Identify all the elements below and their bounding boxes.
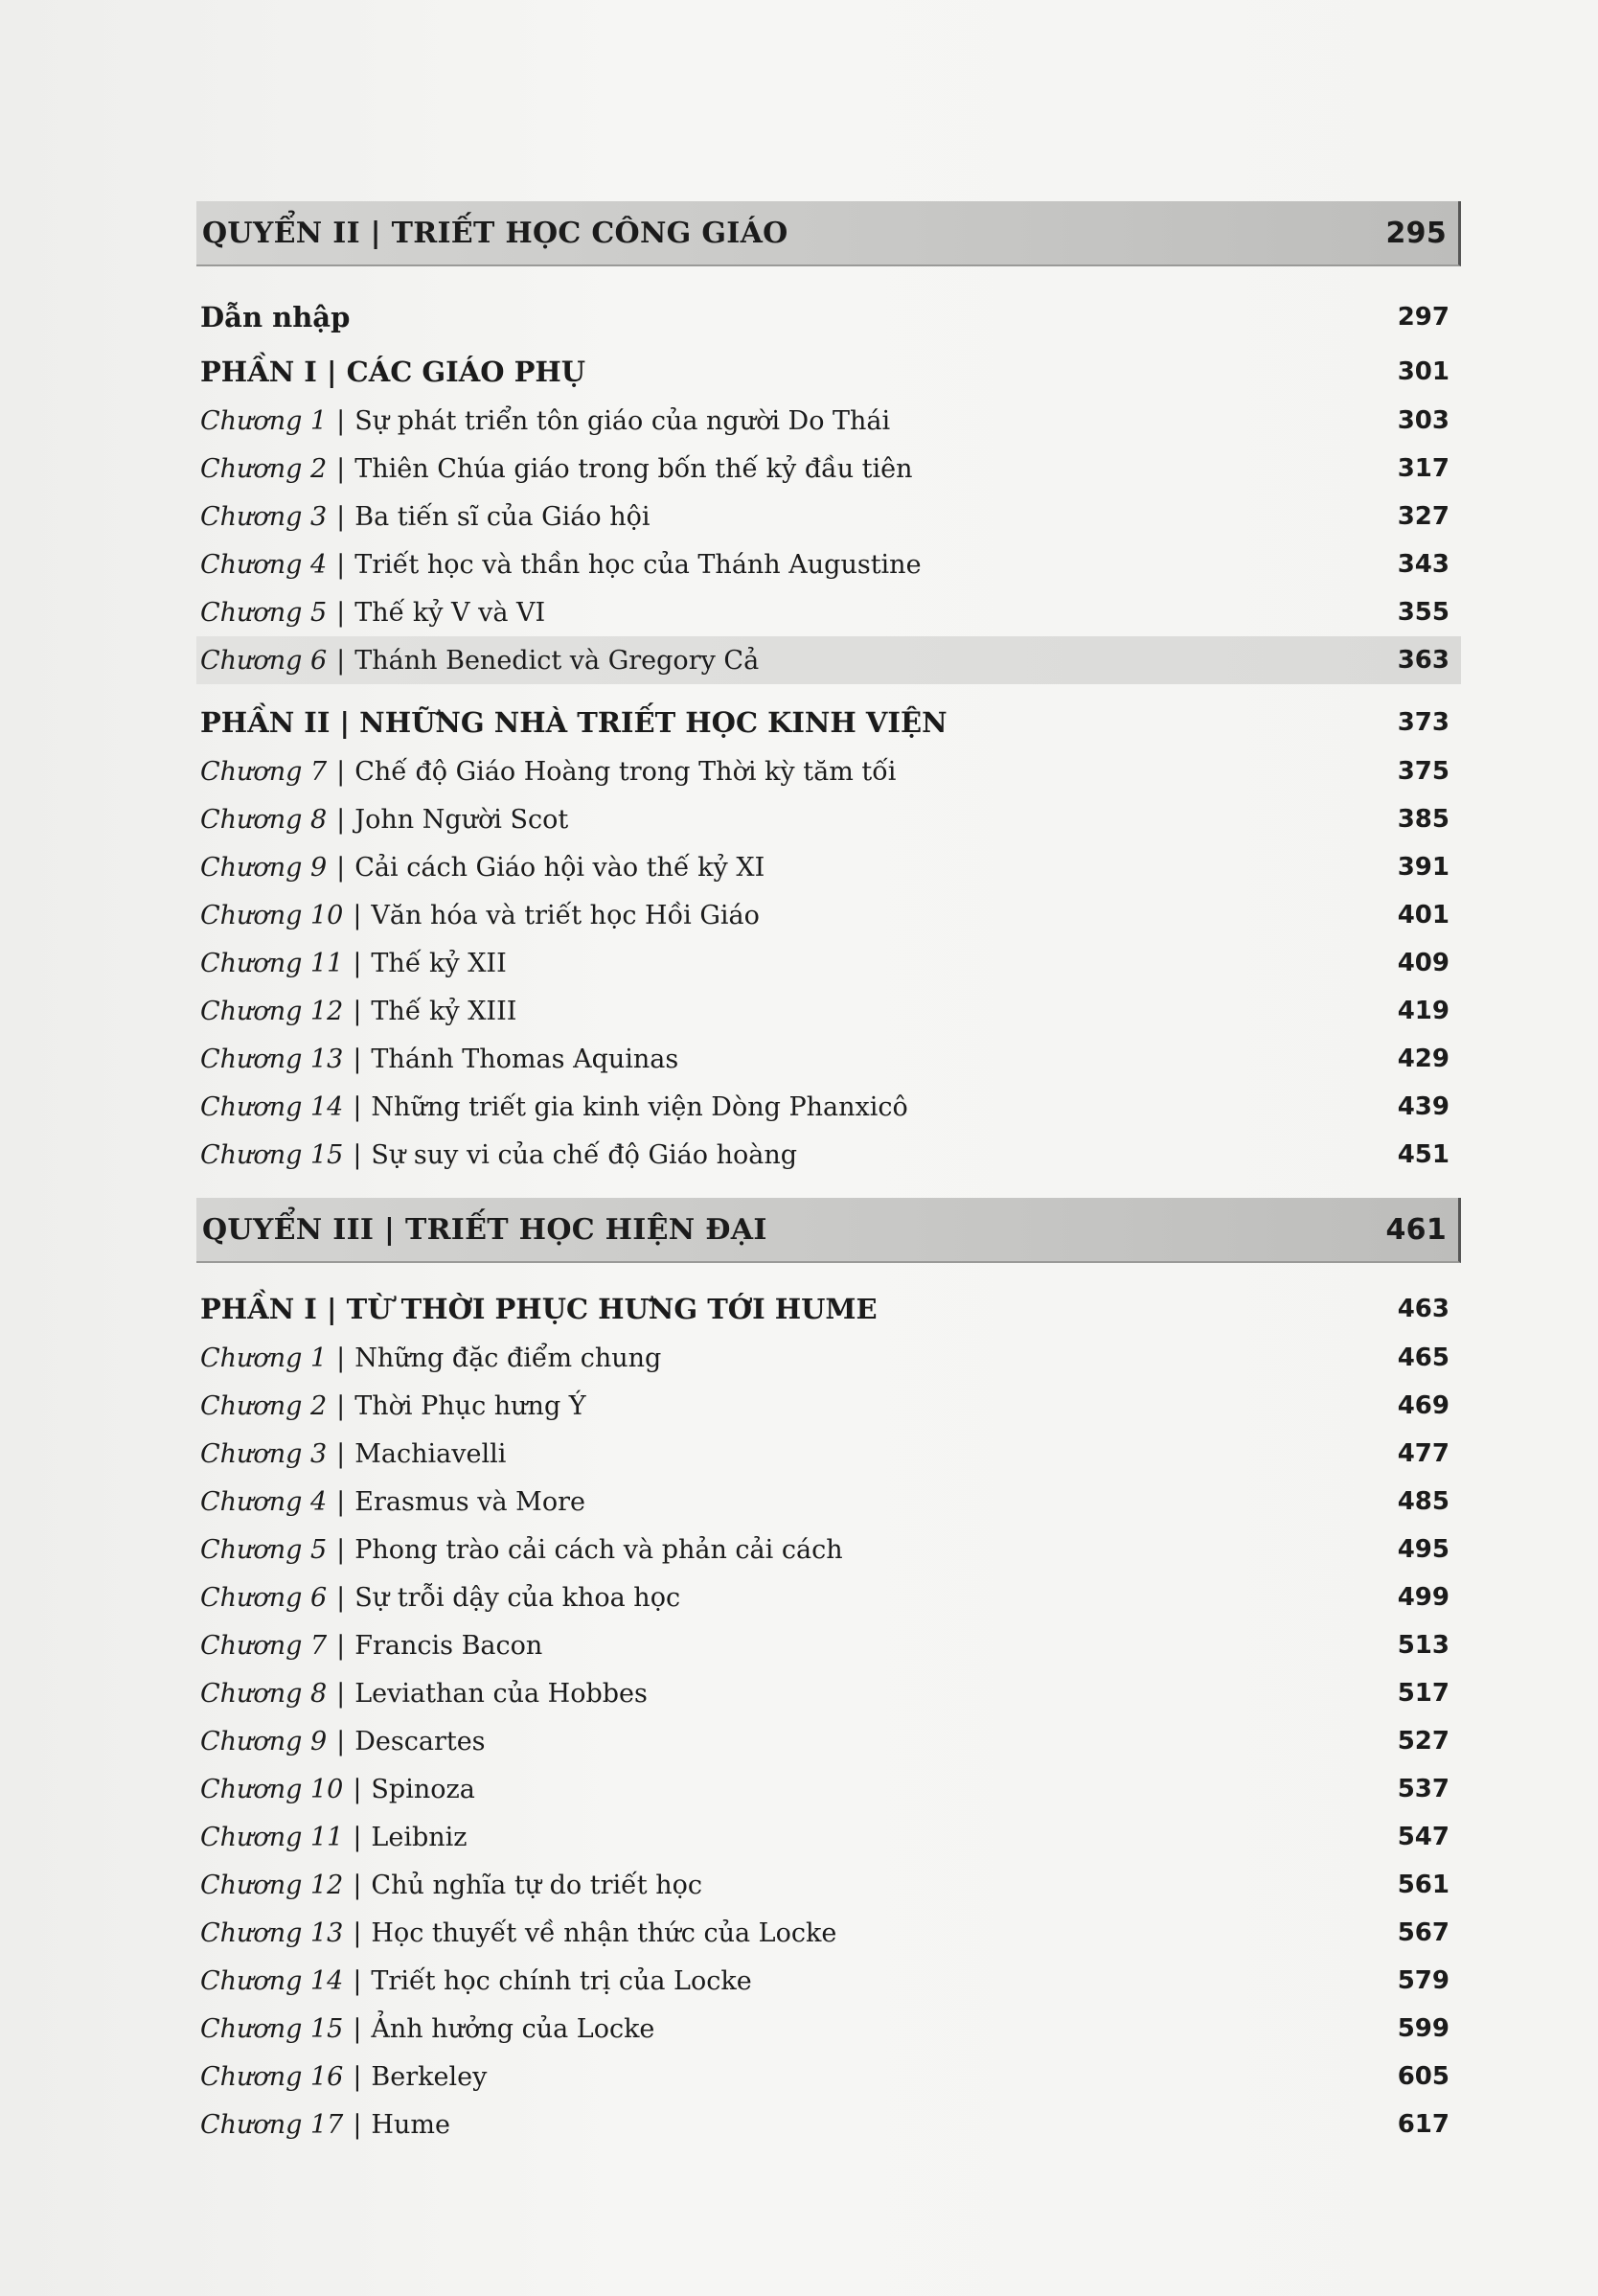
chapter-number: Chương 15: [200, 1139, 344, 1170]
chapter-entry: [196, 1765, 1461, 1813]
chapter-separator: |: [353, 2061, 362, 2092]
chapter-separator: |: [353, 1774, 362, 1804]
chapter-title: Học thuyết về nhận thức của Locke: [371, 1917, 837, 1948]
chapter-separator: |: [336, 804, 346, 835]
chapter-separator: |: [353, 2013, 362, 2044]
chapter-number: Chương 15: [200, 2013, 344, 2044]
chapter-entry: [196, 1669, 1461, 1717]
chapter-page: 343: [1397, 550, 1450, 579]
chapter-entry: [196, 1957, 1461, 2005]
book3-header: [196, 1198, 1461, 1263]
chapter-label: [200, 1045, 678, 1074]
chapter-label: [200, 1140, 797, 1170]
chapter-title: Sự suy vi của chế độ Giáo hoàng: [371, 1139, 798, 1170]
chapter-page: 401: [1397, 901, 1450, 930]
chapter-title: Descartes: [354, 1726, 486, 1756]
chapter-entry: [196, 1717, 1461, 1765]
chapter-label: [200, 1391, 586, 1421]
chapter-number: Chương 8: [200, 1678, 328, 1709]
chapter-label: [200, 1092, 908, 1122]
chapter-separator: |: [353, 1965, 362, 1996]
chapter-page: 419: [1397, 997, 1450, 1025]
chapter-page: 499: [1397, 1583, 1450, 1612]
chapter-number: Chương 4: [200, 1486, 328, 1517]
chapter-separator: |: [353, 1870, 362, 1900]
chapter-label: [200, 757, 896, 787]
chapter-entry: [196, 1621, 1461, 1669]
chapter-number: Chương 14: [200, 1091, 344, 1122]
part-heading-b2p1: [196, 347, 1461, 397]
chapter-number: Chương 9: [200, 852, 328, 883]
chapter-page: 391: [1397, 853, 1450, 882]
chapter-number: Chương 6: [200, 645, 328, 676]
chapter-entry: [196, 636, 1461, 684]
chapter-number: Chương 11: [200, 1822, 344, 1852]
chapter-title: Ba tiến sĩ của Giáo hội: [354, 501, 651, 532]
chapter-entry: [196, 1083, 1461, 1131]
chapter-number: Chương 7: [200, 756, 328, 787]
chapter-separator: |: [353, 1091, 362, 1122]
part-title: PHẦN I | TỪ THỜI PHỤC HƯNG TỚI HUME: [200, 1293, 878, 1325]
chapter-page: 409: [1397, 949, 1450, 977]
chapter-entry: [196, 2101, 1461, 2148]
chapter-page: 477: [1397, 1439, 1450, 1468]
part-page: 373: [1397, 708, 1450, 737]
chapter-entry: [196, 987, 1461, 1035]
chapter-number: Chương 5: [200, 597, 328, 628]
chapter-separator: |: [336, 1630, 346, 1661]
chapter-label: [200, 1727, 486, 1756]
chapter-title: Văn hóa và triết học Hồi Giáo: [371, 900, 760, 930]
chapter-number: Chương 3: [200, 1438, 328, 1469]
intro-page: 297: [1397, 303, 1450, 332]
chapter-page: 567: [1397, 1918, 1450, 1947]
chapter-entry: [196, 1131, 1461, 1179]
chapter-label: [200, 1823, 468, 1852]
intro-entry: [196, 287, 1461, 347]
chapter-number: Chương 9: [200, 1726, 328, 1756]
chapter-entry: [196, 445, 1461, 493]
chapter-page: 517: [1397, 1679, 1450, 1708]
chapter-page: 537: [1397, 1775, 1450, 1803]
chapter-label: [200, 1439, 506, 1469]
chapter-page: 451: [1397, 1140, 1450, 1169]
chapter-entry: [196, 939, 1461, 987]
chapter-label: [200, 1775, 475, 1804]
chapter-page: 599: [1397, 2014, 1450, 2043]
intro-title: Dẫn nhập: [200, 301, 351, 333]
chapter-entry: [196, 397, 1461, 445]
chapter-label: [200, 1583, 680, 1613]
chapter-separator: |: [336, 1678, 346, 1709]
chapter-separator: |: [353, 2109, 362, 2140]
chapter-separator: |: [353, 1139, 362, 1170]
chapter-page: 547: [1397, 1823, 1450, 1851]
book2-title: QUYỂN II | TRIẾT HỌC CÔNG GIÁO: [202, 216, 788, 250]
chapter-page: 495: [1397, 1535, 1450, 1564]
chapter-number: Chương 5: [200, 1534, 328, 1565]
chapter-page: 465: [1397, 1343, 1450, 1372]
chapter-separator: |: [336, 852, 346, 883]
chapter-entry: [196, 1526, 1461, 1573]
chapter-entry: [196, 1334, 1461, 1382]
chapter-number: Chương 2: [200, 453, 328, 484]
chapter-page: 355: [1397, 598, 1450, 627]
chapter-number: Chương 7: [200, 1630, 328, 1661]
chapter-title: Leviathan của Hobbes: [354, 1678, 648, 1709]
chapter-number: Chương 6: [200, 1582, 328, 1613]
chapter-separator: |: [336, 1486, 346, 1517]
chapter-separator: |: [336, 1582, 346, 1613]
chapter-title: Chế độ Giáo Hoàng trong Thời kỳ tăm tối: [354, 756, 897, 787]
chapter-entry: [196, 1861, 1461, 1909]
table-of-contents: [196, 201, 1461, 2148]
chapter-title: Thời Phục hưng Ý: [354, 1390, 586, 1421]
chapter-title: Thế kỷ V và VI: [354, 597, 546, 628]
chapter-title: Hume: [371, 2109, 450, 2140]
chapter-title: Chủ nghĩa tự do triết học: [371, 1870, 702, 1900]
chapter-page: 605: [1397, 2062, 1450, 2091]
chapter-number: Chương 3: [200, 501, 328, 532]
chapter-title: Francis Bacon: [354, 1630, 543, 1661]
chapter-page: 485: [1397, 1487, 1450, 1516]
chapter-label: [200, 1966, 752, 1996]
chapter-number: Chương 2: [200, 1390, 328, 1421]
chapter-separator: |: [336, 756, 346, 787]
part-heading-b2p2: [196, 698, 1461, 747]
chapter-label: [200, 1918, 836, 1948]
chapter-separator: |: [353, 996, 362, 1026]
chapter-title: Triết học và thần học của Thánh Augustine: [354, 549, 922, 580]
chapter-entry: [196, 2053, 1461, 2101]
chapter-label: [200, 997, 516, 1026]
chapter-label: [200, 2014, 654, 2044]
chapter-entry: [196, 493, 1461, 540]
chapter-number: Chương 4: [200, 549, 328, 580]
chapter-title: Sự phát triển tôn giáo của người Do Thái: [354, 405, 891, 436]
chapter-number: Chương 13: [200, 1917, 344, 1948]
chapter-number: Chương 1: [200, 405, 328, 436]
chapter-title: Thánh Benedict và Gregory Cả: [354, 645, 760, 676]
chapter-number: Chương 16: [200, 2061, 344, 2092]
part-title: PHẦN I | CÁC GIÁO PHỤ: [200, 356, 586, 388]
chapter-label: [200, 2062, 487, 2092]
chapter-entry: [196, 1813, 1461, 1861]
chapter-number: Chương 1: [200, 1343, 328, 1373]
chapter-number: Chương 10: [200, 900, 344, 930]
chapter-separator: |: [336, 597, 346, 628]
chapter-label: [200, 1631, 542, 1661]
chapter-title: John Người Scot: [354, 804, 569, 835]
chapter-title: Triết học chính trị của Locke: [371, 1965, 752, 1996]
part-page: 463: [1397, 1295, 1450, 1323]
chapter-page: 469: [1397, 1391, 1450, 1420]
chapter-number: Chương 13: [200, 1044, 344, 1074]
chapter-page: 579: [1397, 1966, 1450, 1995]
chapter-label: [200, 1679, 648, 1709]
book3-page: 461: [1385, 1212, 1447, 1247]
chapter-title: Sự trỗi dậy của khoa học: [354, 1582, 681, 1613]
chapter-page: 375: [1397, 757, 1450, 786]
chapter-entry: [196, 1430, 1461, 1478]
chapter-label: [200, 1487, 585, 1517]
book3-title: QUYỂN III | TRIẾT HỌC HIỆN ĐẠI: [202, 1212, 767, 1247]
chapter-title: Berkeley: [371, 2061, 488, 2092]
chapter-page: 327: [1397, 502, 1450, 531]
chapter-entry: [196, 795, 1461, 843]
chapter-title: Thánh Thomas Aquinas: [371, 1044, 679, 1074]
chapter-separator: |: [336, 453, 346, 484]
chapter-label: [200, 550, 922, 580]
chapter-number: Chương 10: [200, 1774, 344, 1804]
chapter-entry: [196, 747, 1461, 795]
chapter-label: [200, 454, 913, 484]
chapter-page: 429: [1397, 1045, 1450, 1073]
chapter-entry: [196, 1573, 1461, 1621]
chapter-entry: [196, 1909, 1461, 1957]
chapter-number: Chương 8: [200, 804, 328, 835]
chapter-page: 561: [1397, 1871, 1450, 1899]
chapter-label: [200, 805, 568, 835]
chapter-title: Những triết gia kinh viện Dòng Phanxicô: [371, 1091, 908, 1122]
chapter-label: [200, 406, 890, 436]
chapter-title: Phong trào cải cách và phản cải cách: [354, 1534, 843, 1565]
chapter-title: Thiên Chúa giáo trong bốn thế kỷ đầu tiên: [354, 453, 913, 484]
chapter-entry: [196, 540, 1461, 588]
chapter-number: Chương 12: [200, 996, 344, 1026]
book2-header: [196, 201, 1461, 266]
chapter-separator: |: [353, 1044, 362, 1074]
chapter-label: [200, 646, 759, 676]
chapter-separator: |: [336, 1438, 346, 1469]
chapter-entry: [196, 891, 1461, 939]
chapter-separator: |: [336, 1726, 346, 1756]
chapter-label: [200, 1343, 661, 1373]
chapter-list-b3p1: [196, 1334, 1461, 2148]
chapter-title: Spinoza: [371, 1774, 475, 1804]
chapter-separator: |: [336, 1390, 346, 1421]
chapter-entry: [196, 1382, 1461, 1430]
chapter-title: Ảnh hưởng của Locke: [371, 2013, 655, 2044]
chapter-list-b2p1: [196, 397, 1461, 684]
chapter-page: 617: [1397, 2110, 1450, 2139]
chapter-separator: |: [353, 1822, 362, 1852]
chapter-number: Chương 11: [200, 948, 344, 978]
chapter-number: Chương 14: [200, 1965, 344, 1996]
chapter-entry: [196, 588, 1461, 636]
chapter-entry: [196, 843, 1461, 891]
chapter-entry: [196, 2005, 1461, 2053]
chapter-label: [200, 1871, 702, 1900]
chapter-label: [200, 901, 760, 930]
chapter-separator: |: [336, 1534, 346, 1565]
part-heading-b3p1: [196, 1284, 1461, 1334]
chapter-separator: |: [353, 1917, 362, 1948]
chapter-title: Thế kỷ XII: [371, 948, 507, 978]
chapter-title: Cải cách Giáo hội vào thế kỷ XI: [354, 852, 765, 883]
part-title: PHẦN II | NHỮNG NHÀ TRIẾT HỌC KINH VIỆN: [200, 706, 947, 739]
book2-page: 295: [1385, 216, 1447, 250]
chapter-page: 363: [1397, 646, 1450, 675]
chapter-title: Machiavelli: [354, 1438, 507, 1469]
part-page: 301: [1397, 357, 1450, 386]
chapter-title: Erasmus và More: [354, 1486, 585, 1517]
chapter-number: Chương 17: [200, 2109, 344, 2140]
chapter-separator: |: [336, 1343, 346, 1373]
chapter-label: [200, 853, 765, 883]
chapter-number: Chương 12: [200, 1870, 344, 1900]
chapter-page: 513: [1397, 1631, 1450, 1660]
chapter-title: Leibniz: [371, 1822, 468, 1852]
chapter-separator: |: [353, 900, 362, 930]
chapter-title: Thế kỷ XIII: [371, 996, 517, 1026]
chapter-separator: |: [336, 549, 346, 580]
chapter-separator: |: [353, 948, 362, 978]
chapter-label: [200, 1535, 843, 1565]
chapter-page: 527: [1397, 1727, 1450, 1756]
chapter-page: 303: [1397, 406, 1450, 435]
chapter-label: [200, 949, 507, 978]
chapter-page: 317: [1397, 454, 1450, 483]
chapter-entry: [196, 1478, 1461, 1526]
chapter-entry: [196, 1035, 1461, 1083]
chapter-title: Những đặc điểm chung: [354, 1343, 662, 1373]
chapter-separator: |: [336, 405, 346, 436]
chapter-label: [200, 598, 545, 628]
chapter-list-b2p2: [196, 747, 1461, 1179]
chapter-label: [200, 2110, 450, 2140]
chapter-label: [200, 502, 651, 532]
chapter-page: 385: [1397, 805, 1450, 834]
chapter-separator: |: [336, 501, 346, 532]
chapter-separator: |: [336, 645, 346, 676]
chapter-page: 439: [1397, 1092, 1450, 1121]
